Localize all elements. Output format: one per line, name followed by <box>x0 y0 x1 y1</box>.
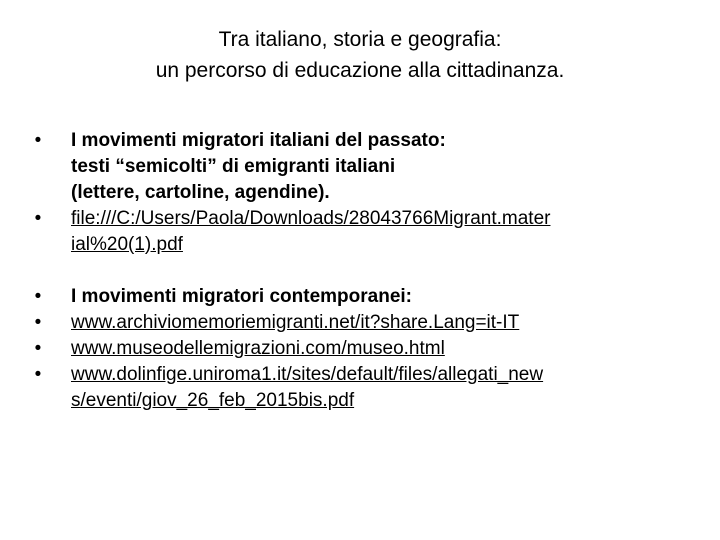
bullet-icon: • <box>34 364 42 385</box>
title-line-1: Tra italiano, storia e geografia: <box>218 28 502 51</box>
bullet-icon: • <box>34 208 42 229</box>
passato-line-3: (lettere, cartoline, agendine). <box>71 182 330 203</box>
contemporanei-heading: I movimenti migratori contemporanei: <box>71 286 412 307</box>
title-line-2: un percorso di educazione alla cittadinanza. <box>155 59 565 82</box>
file-link-line-1: file:///C:/Users/Paola/Downloads/28043766Migrant.mater <box>71 208 551 229</box>
bullet-icon: • <box>34 286 42 307</box>
passato-line-1: I movimenti migratori italiani del passato: <box>71 130 446 151</box>
list-item-passato <box>0 128 720 206</box>
list-item-museo <box>0 336 720 362</box>
archivio-link[interactable]: www.archiviomemoriemigranti.net/it?share.Lang=it-IT <box>71 312 520 333</box>
list-item-dolinfige <box>0 362 720 414</box>
bullet-icon: • <box>34 338 42 359</box>
passato-line-2: testi “semicolti” di emigranti italiani <box>71 156 396 177</box>
file-link-line-2: ial%20(1).pdf <box>71 234 183 255</box>
dolinfige-link-line-2: s/eventi/giov_26_feb_2015bis.pdf <box>71 390 355 411</box>
bullet-icon: • <box>34 312 42 333</box>
bullet-icon: • <box>34 130 42 151</box>
list-item-archivio <box>0 310 720 336</box>
slide-title <box>0 24 720 86</box>
museo-link[interactable]: www.museodellemigrazioni.com/museo.html <box>71 338 445 359</box>
list-item-file-link <box>0 206 720 258</box>
file-link[interactable] <box>71 206 690 258</box>
bullet-list <box>0 128 720 414</box>
dolinfige-link[interactable] <box>71 362 690 414</box>
spacer <box>0 258 720 284</box>
list-item-contemporanei <box>0 284 720 310</box>
dolinfige-link-line-1: www.dolinfige.uniroma1.it/sites/default/files/allegati_new <box>71 364 544 385</box>
